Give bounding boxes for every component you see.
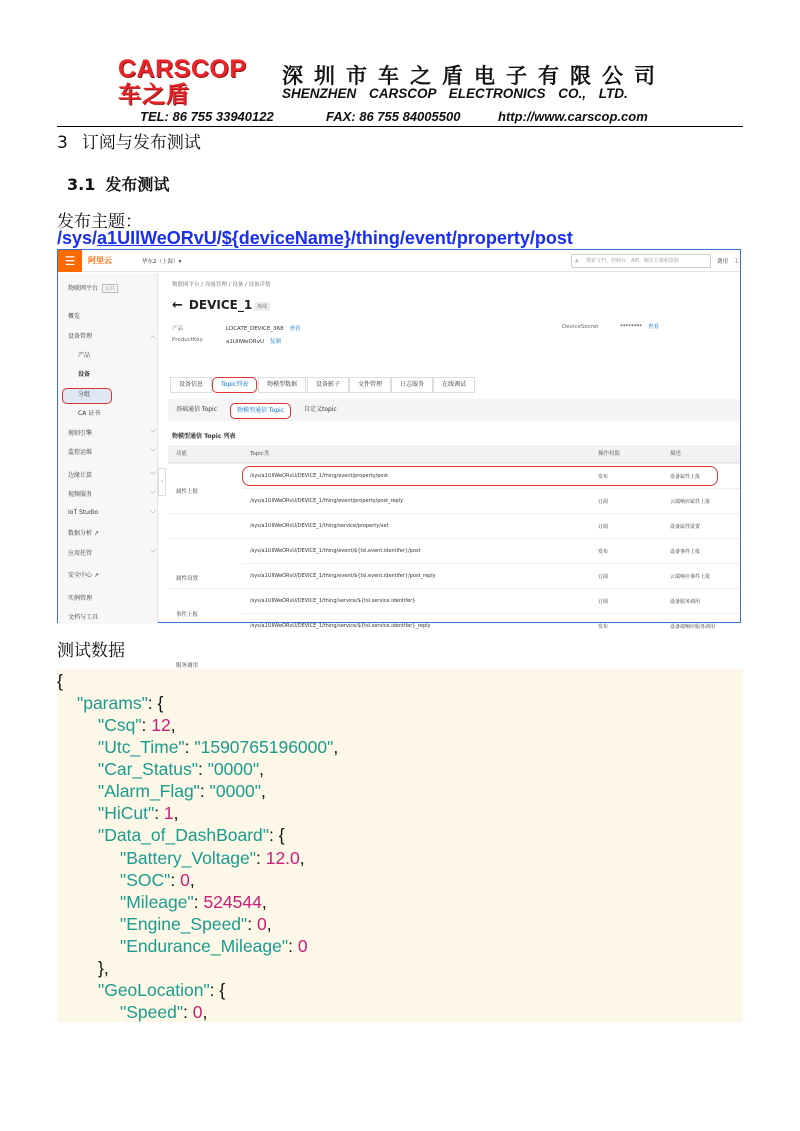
hamburger-menu-icon[interactable]: ☰ [58,250,82,272]
console-content [168,273,740,669]
code-line: "SOC": 0, [120,870,195,890]
sidebar-item-devices[interactable]: 设备 [78,371,91,378]
group-property-report: 属性上报 [176,489,199,495]
subtab-basic-topic[interactable]: 基础通信 Topic [176,406,217,413]
chevron-down-icon: ﹀ [150,449,157,456]
publish-topic-label: 发布主题： [57,212,142,232]
table-row-permission: 发布 [598,474,609,480]
sidebar-collapse-handle[interactable]: ‹ [158,468,166,496]
contact-tel: TEL: 86 755 33940122 [140,109,274,124]
subtab-model-topic[interactable]: 物模型通信 Topic [230,403,291,419]
code-line: "HiCut": 1, [98,803,179,823]
row-divider [168,588,740,589]
company-name-cn: 深圳市车之盾电子有限公司 [282,64,666,88]
json-code-block [57,669,743,1022]
company-name-en: SHENZHEN CARSCOP ELECTRONICS CO., LTD. [282,86,628,101]
chevron-down-icon: ﹀ [150,430,157,437]
sidebar-item-analytics[interactable]: 数据分析 ↗ [68,530,99,537]
chevron-down-icon: ﹀ [150,550,157,557]
publish-topic-path [57,228,573,249]
code-line: "Speed": 0, [120,1002,208,1022]
topic-product-key: a1UIlWeORvU [97,228,217,248]
tab-log-service[interactable]: 日志服务 [391,377,433,393]
table-row-permission: 订阅 [598,499,609,505]
code-line: "Car_Status": "0000", [98,759,264,779]
code-line: "Engine_Speed": 0, [120,914,272,934]
table-row-permission: 发布 [598,624,609,630]
search-icon: ⌕ [575,257,579,265]
devicesecret-view-link[interactable]: 查看 [648,324,660,330]
console-search-input[interactable] [571,254,711,268]
table-header-description: 描述 [662,445,740,463]
platform-badge: 公共 [102,284,118,293]
device-title: ← DEVICE_1 [172,298,253,313]
table-row-topic: /sys/a1UIlWeORvU/DEVICE_1/thing/service/${tsl.service.identifer}_reply [250,623,431,629]
sidebar-item-monitoring[interactable]: 监控运维 ﹀ [68,449,157,456]
logo-text-cn: 车之盾 [118,82,190,108]
sidebar-item-security[interactable]: 安全中心 ↗ [68,572,99,579]
row-divider [168,538,740,539]
header-divider [57,126,743,127]
console-sidebar [58,273,158,624]
logo-text-en: CARSCOP [118,55,247,83]
code-line: }, [98,958,109,978]
code-line: "params": { [77,693,164,713]
sidebar-item-video[interactable]: 视频服务 ﹀ [68,491,157,498]
subsection-heading [67,172,169,195]
code-line: "Utc_Time": "1590765196000", [98,737,339,757]
topic-part: /sys/ [57,228,98,248]
table-row-topic: /sys/a1UIlWeORvU/DEVICE_1/thing/event/${tsl.event.identifer}/post [250,548,421,554]
table-header-topic: Topic类 [242,445,590,463]
contact-fax: FAX: 86 755 84005500 [326,109,461,124]
breadcrumb: 物联网平台 / 设备管理 / 设备 / 设备详情 [172,282,271,288]
group-service-call: 服务调用 [176,663,199,669]
devicesecret-field: DeviceSecret [562,324,599,330]
section-heading [57,128,201,153]
topic-device-name: ${deviceName} [221,228,351,248]
product-view-link[interactable]: 查看 [289,326,301,332]
sidebar-platform-title: 物联网平台 公共 [68,283,118,293]
sidebar-item-iot-studio[interactable]: IoT Studio ﹀ [68,509,157,518]
table-row-permission: 订阅 [598,574,609,580]
productkey-copy-link[interactable]: 复制 [269,339,281,345]
productkey-value: a1UIlWeORvU 复制 [226,339,281,345]
code-line: "Data_of_DashBoard": { [98,825,285,845]
table-header-permission: 操作权限 [590,445,662,463]
table-row-description: 设备事件上报 [670,549,701,555]
table-row-permission: 订阅 [598,524,609,530]
sidebar-item-edge[interactable]: 边缘计算 ﹀ [68,472,157,479]
chevron-up-icon: ︿ [150,333,157,340]
sidebar-item-groups[interactable]: 分组 [78,391,91,398]
product-value: LOCATE_DEVICE_368 查看 [226,326,301,332]
sidebar-item-overview[interactable]: 概览 [68,313,81,320]
table-row-description: 设备端响应服务调用 [670,624,716,630]
sidebar-item-ca-cert[interactable]: CA 证书 [78,410,101,417]
row-divider [242,563,740,564]
search-placeholder: 搜索文档、控制台、API、解决方案和资源 [586,258,679,264]
sidebar-item-products[interactable]: 产品 [78,352,91,359]
table-row-description: 设备属性上报 [670,474,701,480]
table-row-topic: /sys/a1UIlWeORvU/DEVICE_1/thing/service/${tsl.service.identifer} [250,598,416,604]
table-row-description: 设备属性设置 [670,524,701,530]
code-line: "Csq": 12, [98,715,176,735]
table-row-topic: /sys/a1UIlWeORvU/DEVICE_1/thing/event/property/post [250,473,389,479]
subsection-title: 发布测试 [105,175,170,194]
external-link-icon: ↗ [93,530,99,537]
table-row-topic: /sys/a1UIlWeORvU/DEVICE_1/thing/event/${tsl.event.identifer}/post_reply [250,573,436,579]
sidebar-item-rules[interactable]: 规则引擎 ﹀ [68,430,157,437]
table-row-topic: /sys/a1UIlWeORvU/DEVICE_1/thing/event/property/post_reply [250,498,404,504]
console-topbar [58,250,740,272]
tab-file-management[interactable]: 文件管理 [349,377,391,393]
topic-part: / [216,228,222,248]
external-link-icon: ↗ [93,572,99,579]
contact-website: http://www.carscop.com [498,109,648,124]
row-divider [242,488,740,489]
product-field: 产品 [172,326,184,332]
tab-model-data[interactable]: 物模型数据 [258,377,306,393]
group-event-report: 事件上报 [176,612,199,618]
chevron-down-icon: ﹀ [150,511,157,518]
row-divider [242,613,740,614]
code-line: "Battery_Voltage": 12.0, [120,848,305,868]
region-selector[interactable]: 华东2（上海）▾ [142,259,182,265]
sidebar-item-docs[interactable]: 文档与工具 [68,614,99,621]
devicesecret-value: ******** 查看 [620,324,660,330]
table-row-topic: /sys/a1UIlWeORvU/DEVICE_1/thing/service/property/set [250,523,389,529]
code-line: "Endurance_Mileage": 0 [120,936,308,956]
chevron-down-icon: ﹀ [150,491,157,498]
company-logo [118,55,247,108]
tab-online-debug[interactable]: 在线调试 [433,377,475,393]
code-line: "GeoLocation": { [98,980,226,1000]
device-status-badge: 离线 [254,302,270,311]
row-divider [168,463,740,464]
test-data-label: 测试数据 [57,641,125,661]
tab-topic-list[interactable]: Topic列表 [212,377,257,393]
code-line: { [57,671,63,691]
topbar-right-links[interactable]: 费用 工 [717,259,740,265]
console-brand[interactable]: 阿里云 [88,256,112,265]
subtab-custom-topic[interactable]: 自定义topic [304,406,337,413]
subsection-number: 3.1 [67,175,96,194]
code-line: "Mileage": 524544, [120,892,267,912]
table-row-description: 云端响应属性上报 [670,499,711,505]
chevron-down-icon: ﹀ [150,472,157,479]
row-divider [168,513,740,514]
sidebar-item-instances[interactable]: 实例管理 [68,595,93,602]
table-row-permission: 订阅 [598,599,609,605]
topic-subtabs [168,399,740,421]
sidebar-item-device-management[interactable]: 设备管理 ︿ [68,333,157,340]
section-title: 订阅与发布测试 [81,133,201,153]
topic-list-title: 物模型通信 Topic 列表 [172,433,236,440]
table-row-description: 云端响应事件上报 [670,574,711,580]
table-row-permission: 发布 [598,549,609,555]
topic-part: /thing/event/property/post [350,228,573,248]
sidebar-item-hosting[interactable]: 应用托管 ﹀ [68,550,157,557]
table-header-function: 功能 [168,445,242,463]
group-property-set: 属性设置 [176,576,199,582]
tab-device-shadow[interactable]: 设备影子 [307,377,349,393]
code-line: "Alarm_Flag": "0000", [98,781,266,801]
section-number: 3 [57,133,68,153]
productkey-field: ProductKey [172,337,203,343]
back-arrow-icon[interactable]: ← [172,298,183,313]
table-row-description: 设备服务调用 [670,599,701,605]
tab-device-info[interactable]: 设备信息 [170,377,212,393]
